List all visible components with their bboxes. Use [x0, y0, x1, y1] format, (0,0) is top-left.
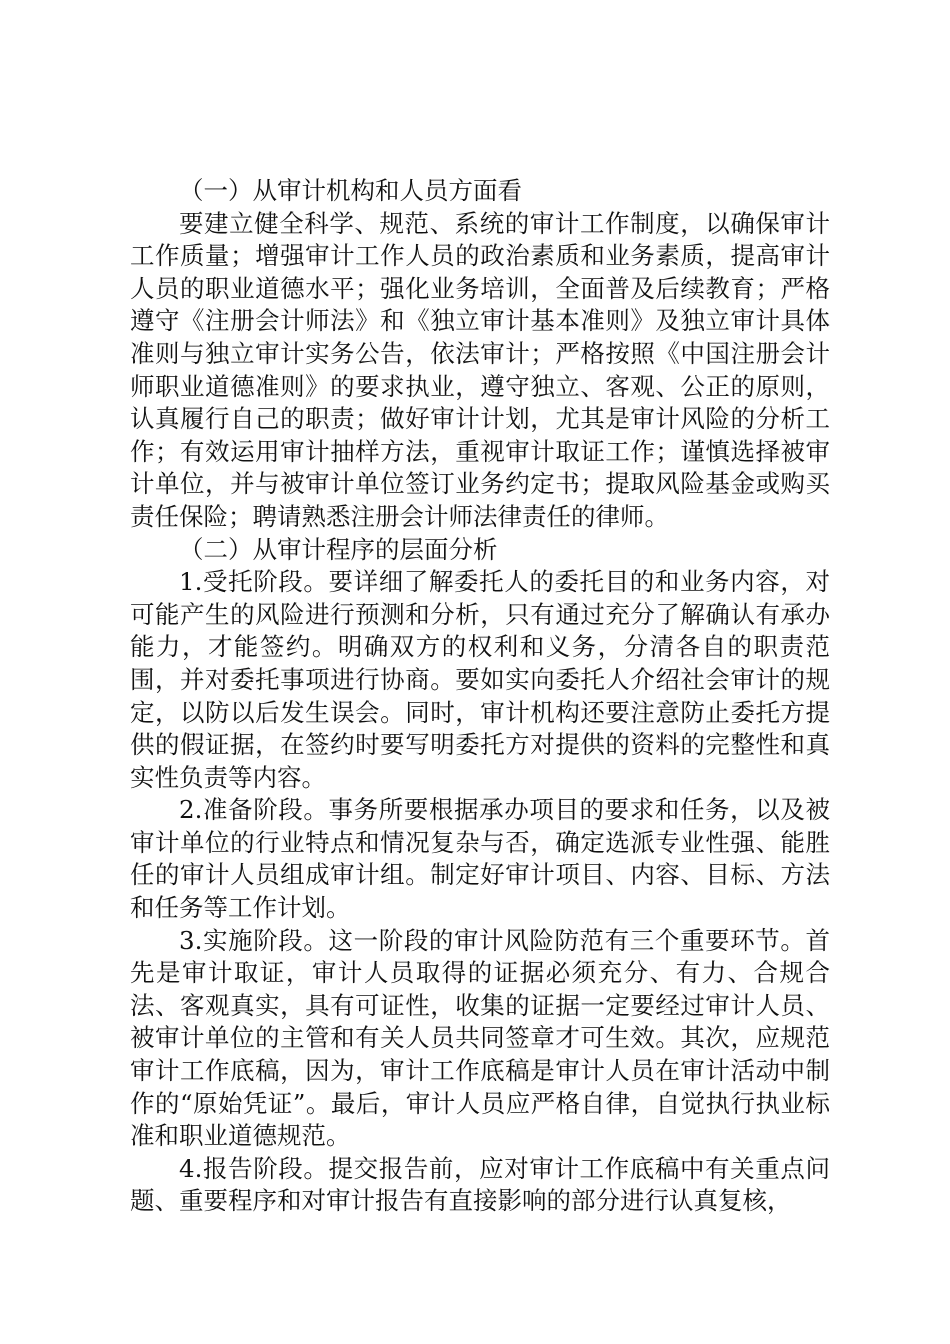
paragraph-auditor-measures: 要建立健全科学、规范、系统的审计工作制度，以确保审计工作质量；增强审计工作人员的政治素质和业务素质，提高审计人员的职业道德水平；强化业务培训，全面普及后续教育；严格遵守《注册会计师法》和《独立审计基本准则》及独立审计具体准则与独立审计实务公告，依法审计；严格按照《中国注册会计师职业道德准则》的要求执业，遵守独立、客观、公正的原则，认真履行自己的职责；做好审计计划，尤其是审计风险的分析工作；有效运用审计抽样方法，重视审计取证工作；谨慎选择被审计单位，并与被审计单位签订业务约定书；提取风险基金或购买责任保险；聘请熟悉注册会计师法律责任的律师。	[130, 208, 830, 531]
section-heading-1: （一）从审计机构和人员方面看	[179, 176, 522, 205]
paragraph-implementation-stage: 3.实施阶段。这一阶段的审计风险防范有三个重要环节。首先是审计取证，审计人员取得的证据必须充分、有力、合规合法、客观真实，具有可证性，收集的证据一定要经过审计人员、被审计单位的主管和有关人员共同签章才可生效。其次，应规范审计工作底稿，因为，审计工作底稿是审计人员在审计活动中制作的“原始凭证”。最后，审计人员应严格自律，自觉执行执业标准和职业道德规范。	[130, 925, 830, 1151]
paragraph-engagement-stage: 1.受托阶段。要详细了解委托人的委托目的和业务内容，对可能产生的风险进行预测和分析，只有通过充分了解确认有承办能力，才能签约。明确双方的权利和义务，分清各自的职责范围，并对委托事项进行协商。要如实向委托人介绍社会审计的规定，以防以后发生误会。同时，审计机构还要注意防止委托方提供的假证据，在签约时要写明委托方对提供的资料的完整性和真实性负责等内容。	[130, 567, 830, 792]
paragraph-preparation-stage: 2.准备阶段。事务所要根据承办项目的要求和任务，以及被审计单位的行业特点和情况复杂与否，确定选派专业性强、能胜任的审计人员组成审计组。制定好审计项目、内容、目标、方法和任务等工作计划。	[130, 795, 830, 923]
paragraph-reporting-stage: 4.报告阶段。提交报告前，应对审计工作底稿中有关重点问题、重要程序和对审计报告有直接影响的部分进行认真复核，	[130, 1153, 830, 1216]
document-body	[130, 175, 830, 1218]
section-heading-2: （二）从审计程序的层面分析	[179, 534, 498, 564]
